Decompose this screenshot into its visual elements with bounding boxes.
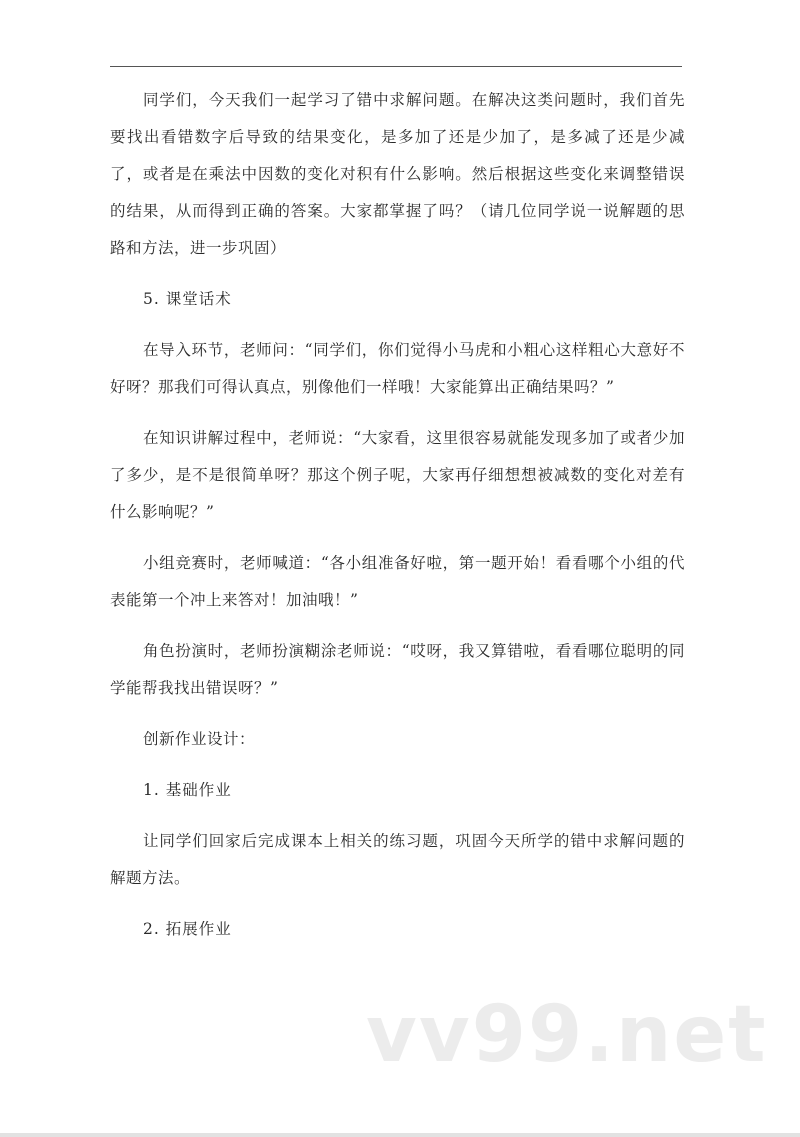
section-heading-extended-homework: 2. 拓展作业 <box>143 920 232 938</box>
paragraph-explain-talk: 在知识讲解过程中，老师说：“大家看，这里很容易就能发现多加了或者少加了多少，是不是很简单呀？那这个例子呢，大家再仔细想想被减数的变化对差有什么影响呢？” <box>110 429 685 521</box>
header-rule <box>110 66 682 67</box>
section-heading-basic-homework: 1. 基础作业 <box>143 781 232 799</box>
paragraph-group-contest-talk: 小组竞赛时，老师喊道：“各小组准备好啦，第一题开始！看看哪个小组的代表能第一个冲上来答对！加油哦！” <box>110 554 685 609</box>
page-bottom-edge <box>0 1133 800 1137</box>
section-heading-classroom-talk: 5. 课堂话术 <box>143 290 232 308</box>
paragraph-role-play-talk: 角色扮演时，老师扮演糊涂老师说：“哎呀，我又算错啦，看看哪位聪明的同学能帮我找出错误呀？” <box>110 642 685 697</box>
watermark-text: vv99.net <box>366 990 768 1080</box>
paragraph-intro-talk: 在导入环节，老师问：“同学们，你们觉得小马虎和小粗心这样粗心大意好不好呀？那我们可得认真点，别像他们一样哦！大家能算出正确结果吗？” <box>110 341 685 396</box>
paragraph-summary: 同学们，今天我们一起学习了错中求解问题。在解决这类问题时，我们首先要找出看错数字后导致的结果变化，是多加了还是少加了，是多减了还是少减了，或者是在乘法中因数的变化对积有什么影响。然后根据这些变化来调整错误的结果，从而得到正确的答案。大家都掌握了吗？（请几位同学说一说解题的思路和方法，进一步巩固） <box>110 91 685 257</box>
paragraph-basic-homework: 让同学们回家后完成课本上相关的练习题，巩固今天所学的错中求解问题的解题方法。 <box>110 832 685 887</box>
paragraph-homework-title: 创新作业设计： <box>143 730 256 748</box>
document-body <box>110 82 685 948</box>
